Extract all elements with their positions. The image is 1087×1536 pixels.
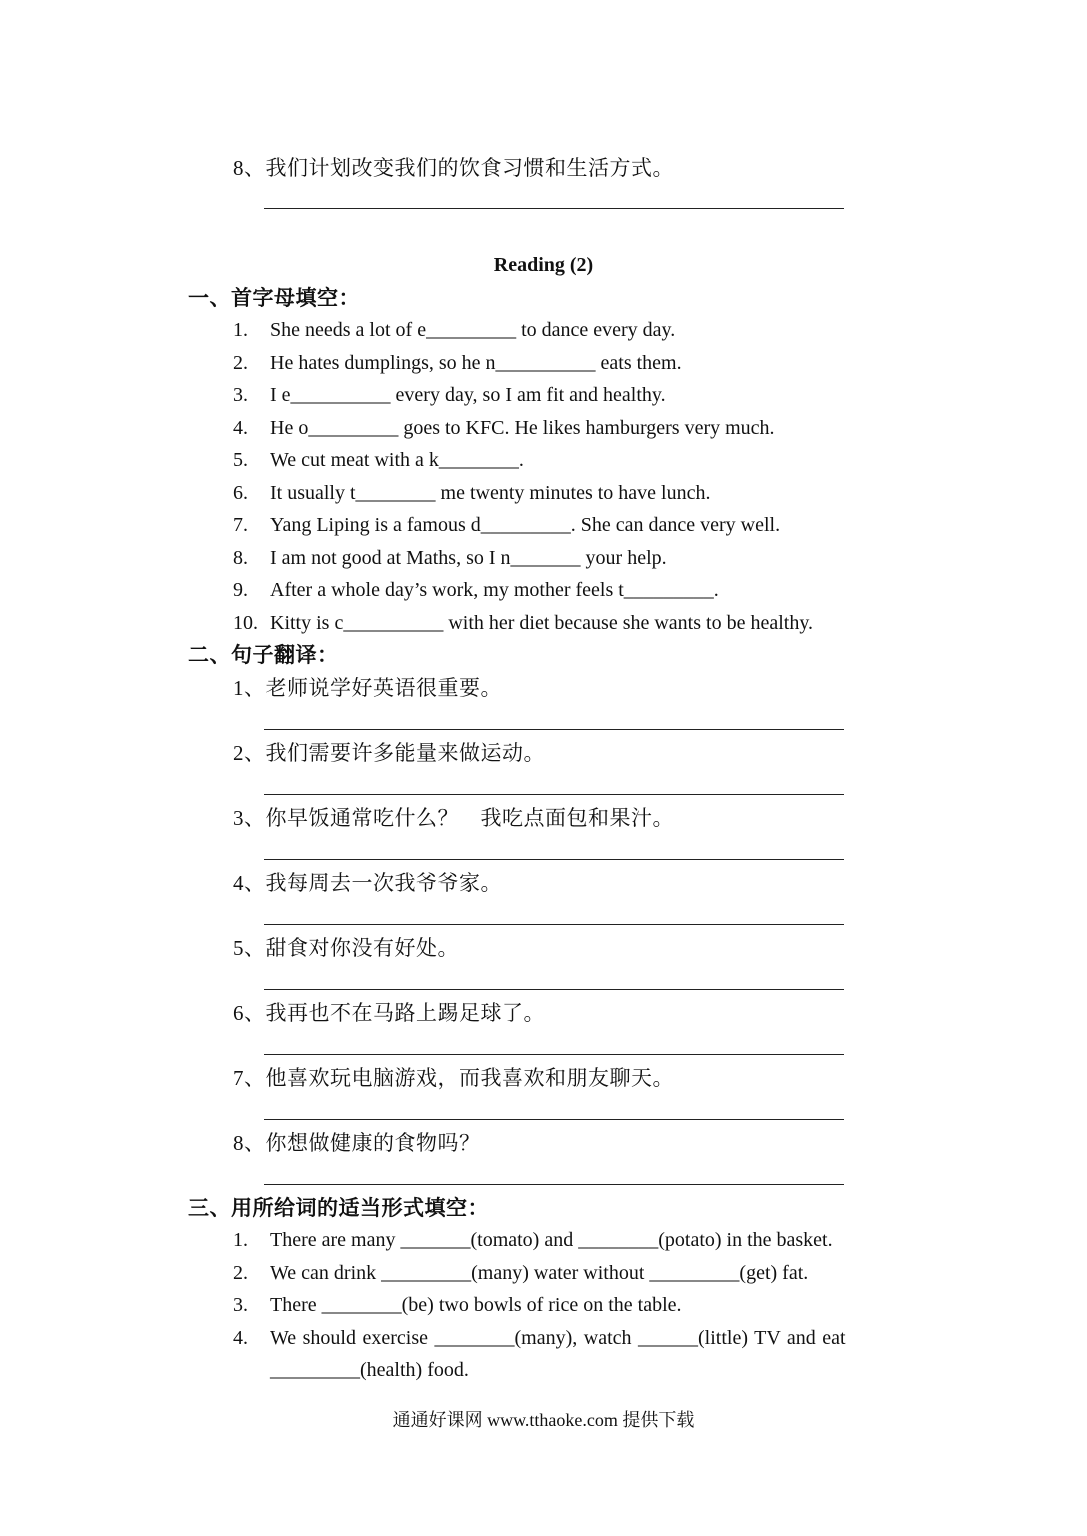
translation-item: 1、老师说学好英语很重要。 bbox=[233, 676, 502, 700]
answer-line bbox=[264, 729, 844, 730]
page-title: Reading (2) bbox=[493, 254, 594, 276]
item-text: He hates dumplings, so he n__________ eats them. bbox=[270, 352, 682, 374]
item-text: I e__________ every day, so I am fit and healthy. bbox=[270, 384, 666, 406]
section-3-heading: 三、用所给词的适当形式填空： bbox=[188, 1196, 489, 1220]
answer-line bbox=[264, 989, 844, 990]
item-continuation: _________(health) food. bbox=[270, 1359, 469, 1381]
item-text: After a whole day’s work, my mother feels t_________. bbox=[270, 579, 719, 601]
answer-line bbox=[264, 924, 844, 925]
item-number: 4. bbox=[233, 417, 248, 439]
item-text: He o_________ goes to KFC. He likes hamburgers very much. bbox=[270, 417, 775, 439]
item-text: We can drink _________(many) water without _________(get) fat. bbox=[270, 1262, 809, 1284]
translation-item: 2、我们需要许多能量来做运动。 bbox=[233, 741, 545, 765]
item-text: There are many _______(tomato) and ________(potato) in the basket. bbox=[270, 1229, 833, 1251]
answer-line bbox=[264, 1119, 844, 1120]
item-number: 3. bbox=[233, 1294, 248, 1316]
item-text: There ________(be) two bowls of rice on the table. bbox=[270, 1294, 682, 1316]
item-number: 1. bbox=[233, 1229, 248, 1251]
translation-item: 6、我再也不在马路上踢足球了。 bbox=[233, 1001, 545, 1025]
translation-item: 3、你早饭通常吃什么？ 我吃点面包和果汁。 bbox=[233, 806, 674, 830]
answer-line bbox=[264, 1054, 844, 1055]
item-number: 9. bbox=[233, 579, 248, 601]
answer-line bbox=[264, 208, 844, 209]
top-translation-item: 8、我们计划改变我们的饮食习惯和生活方式。 bbox=[233, 156, 674, 180]
translation-item: 5、甜食对你没有好处。 bbox=[233, 936, 459, 960]
item-number: 8. bbox=[233, 547, 248, 569]
item-number: 4. bbox=[233, 1327, 248, 1349]
item-text: Yang Liping is a famous d_________. She can dance very well. bbox=[270, 514, 781, 536]
item-text: It usually t________ me twenty minutes to have lunch. bbox=[270, 482, 711, 504]
item-text: She needs a lot of e_________ to dance every day. bbox=[270, 319, 676, 341]
item-number: 6. bbox=[233, 482, 248, 504]
item-number: 3. bbox=[233, 384, 248, 406]
translation-item: 8、你想做健康的食物吗？ bbox=[233, 1131, 481, 1155]
item-number: 5. bbox=[233, 449, 248, 471]
section-1-heading: 一、首字母填空： bbox=[188, 286, 360, 310]
translation-item: 4、我每周去一次我爷爷家。 bbox=[233, 871, 502, 895]
item-number: 7. bbox=[233, 514, 248, 536]
item-number: 10. bbox=[233, 612, 258, 634]
answer-line bbox=[264, 859, 844, 860]
answer-line bbox=[264, 794, 844, 795]
item-number: 1. bbox=[233, 319, 248, 341]
section-2-heading: 二、句子翻译： bbox=[188, 643, 339, 667]
item-number: 2. bbox=[233, 352, 248, 374]
answer-line bbox=[264, 1184, 844, 1185]
page-footer: 通通好课网 www.tthaoke.com 提供下载 bbox=[392, 1410, 695, 1430]
item-text: I am not good at Maths, so I n_______ your help. bbox=[270, 547, 667, 569]
item-text: Kitty is c__________ with her diet because she wants to be healthy. bbox=[270, 612, 814, 634]
item-text: We cut meat with a k________. bbox=[270, 449, 524, 471]
item-number: 2. bbox=[233, 1262, 248, 1284]
translation-item: 7、他喜欢玩电脑游戏，而我喜欢和朋友聊天。 bbox=[233, 1066, 674, 1090]
item-text: We should exercise ________(many), watch ______(little) TV and eat bbox=[270, 1327, 846, 1349]
